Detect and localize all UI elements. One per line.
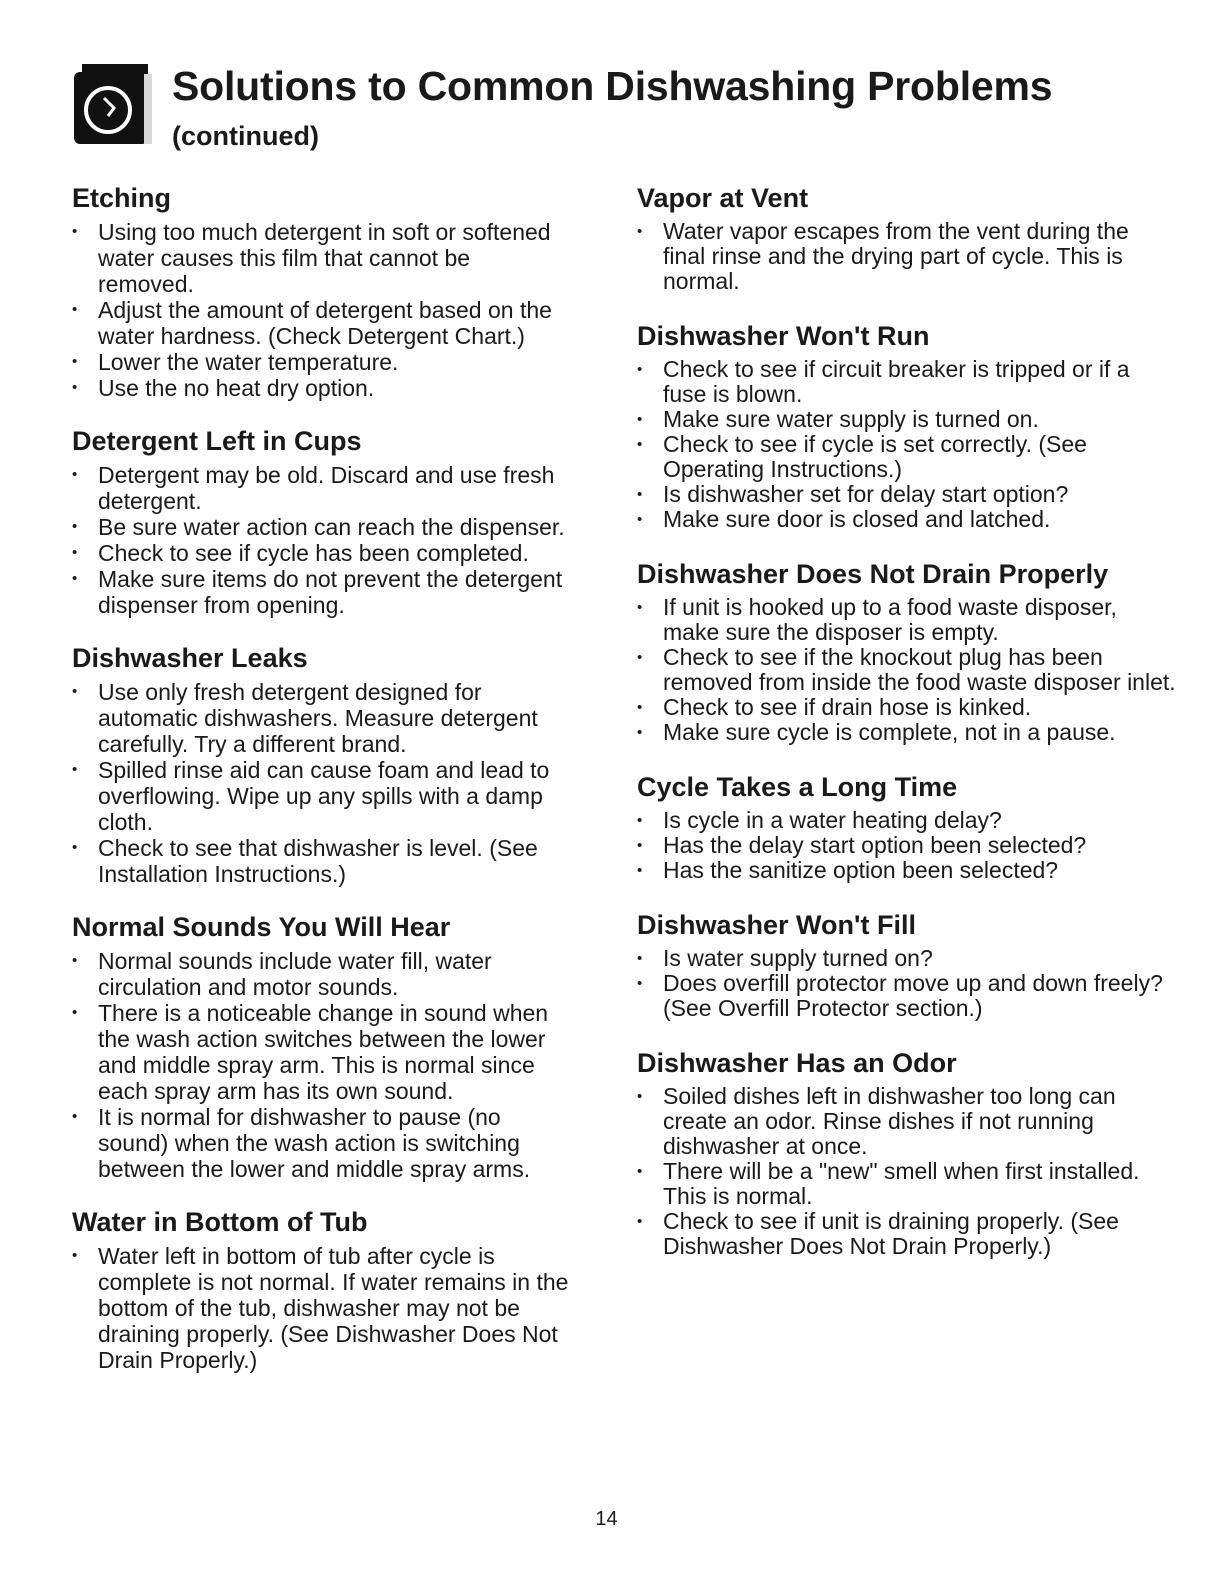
list-item: • Check to see if circuit breaker is tripped or if a fuse is blown. — [637, 357, 1177, 407]
list-item: • Check to see that dishwasher is level. (See Installation Instructions.) — [72, 835, 572, 887]
page-number: 14 — [595, 1508, 618, 1530]
section-heading: Etching — [72, 183, 171, 213]
page-subtitle: (continued) — [172, 121, 319, 151]
left-column — [72, 180, 572, 1395]
section-cycle-takes-long — [637, 769, 1177, 883]
list-item: • Check to see if cycle is set correctly. (See Operating Instructions.) — [637, 432, 1177, 482]
list-item: • Use the no heat dry option. — [72, 375, 572, 401]
right-column — [637, 180, 1177, 1283]
list-item: • Is water supply turned on? — [637, 946, 1177, 971]
list-item: • Is cycle in a water heating delay? — [637, 808, 1177, 833]
section-heading: Dishwasher Won't Fill — [637, 910, 916, 940]
list-item: • There will be a "new" smell when first installed. This is normal. — [637, 1159, 1177, 1209]
page-header — [74, 62, 1174, 162]
section-heading: Dishwasher Does Not Drain Properly — [637, 559, 1109, 589]
section-heading: Dishwasher Has an Odor — [637, 1048, 957, 1078]
list-item: • Make sure cycle is complete, not in a pause. — [637, 720, 1177, 745]
page-title: Solutions to Common Dishwashing Problems — [172, 63, 1053, 109]
section-dishwasher-wont-run — [637, 318, 1177, 532]
section-heading: Cycle Takes a Long Time — [637, 772, 958, 802]
list-item: • Check to see if unit is draining properly. (See Dishwasher Does Not Drain Properly.) — [637, 1209, 1177, 1259]
section-wont-fill — [637, 907, 1177, 1021]
bullet-list — [637, 1084, 1177, 1259]
list-item: • Check to see if the knockout plug has been removed from inside the food waste disposer inlet. — [637, 645, 1177, 695]
list-item: • Make sure water supply is turned on. — [637, 407, 1177, 432]
section-heading: Detergent Left in Cups — [72, 426, 362, 456]
section-etching — [72, 180, 572, 401]
bullet-list — [72, 219, 572, 401]
list-item: • Has the delay start option been selected? — [637, 833, 1177, 858]
list-item: • Lower the water temperature. — [72, 349, 572, 375]
bullet-list — [637, 595, 1177, 745]
section-heading: Water in Bottom of Tub — [72, 1207, 368, 1237]
list-item: • Adjust the amount of detergent based on the water hardness. (Check Detergent Chart.) — [72, 297, 572, 349]
list-item: • Detergent may be old. Discard and use fresh detergent. — [72, 462, 572, 514]
list-item: • Soiled dishes left in dishwasher too long can create an odor. Rinse dishes if not running dishwasher at once. — [637, 1084, 1177, 1159]
section-heading: Vapor at Vent — [637, 183, 809, 213]
bullet-list — [637, 946, 1177, 1021]
list-item: • Has the sanitize option been selected? — [637, 858, 1177, 883]
section-normal-sounds — [72, 909, 572, 1182]
section-heading: Dishwasher Won't Run — [637, 321, 930, 351]
section-heading: Normal Sounds You Will Hear — [72, 912, 451, 942]
list-item: • Check to see if drain hose is kinked. — [637, 695, 1177, 720]
section-dishwasher-leaks — [72, 640, 572, 887]
section-heading: Dishwasher Leaks — [72, 643, 308, 673]
section-does-not-drain — [637, 556, 1177, 745]
section-detergent-left-in-cups — [72, 423, 572, 618]
list-item: • Using too much detergent in soft or softened water causes this film that cannot be removed. — [72, 219, 572, 297]
list-item: • If unit is hooked up to a food waste disposer, make sure the disposer is empty. — [637, 595, 1177, 645]
list-item: • Check to see if cycle has been completed. — [72, 540, 572, 566]
list-item: • Spilled rinse aid can cause foam and lead to overflowing. Wipe up any spills with a damp cloth. — [72, 757, 572, 835]
list-item: • Normal sounds include water fill, water circulation and motor sounds. — [72, 948, 572, 1000]
list-item: • Water vapor escapes from the vent during the final rinse and the drying part of cycle. This is normal. — [637, 219, 1177, 294]
list-item: • Be sure water action can reach the dispenser. — [72, 514, 572, 540]
bullet-list — [637, 219, 1177, 294]
section-has-an-odor — [637, 1045, 1177, 1259]
bullet-list — [72, 679, 572, 887]
dishwasher-logo-icon — [74, 64, 152, 144]
bullet-list — [72, 1243, 572, 1373]
list-item: • There is a noticeable change in sound when the wash action switches between the lower and middle spray arm. This is normal since each spray arm has its own sound. — [72, 1000, 572, 1104]
list-item: • Is dishwasher set for delay start option? — [637, 482, 1177, 507]
list-item: • Use only fresh detergent designed for automatic dishwashers. Measure detergent carefully. Try a different brand. — [72, 679, 572, 757]
list-item: • Water left in bottom of tub after cycle is complete is not normal. If water remains in the bottom of the tub, dishwasher may not be draining properly. (See Dishwasher Does Not Drain Properly.) — [72, 1243, 572, 1373]
list-item: • Make sure door is closed and latched. — [637, 507, 1177, 532]
bullet-list — [637, 808, 1177, 883]
list-item: • Does overfill protector move up and down freely? (See Overfill Protector section.) — [637, 971, 1177, 1021]
list-item: • It is normal for dishwasher to pause (no sound) when the wash action is switching between the lower and middle spray arms. — [72, 1104, 572, 1182]
section-vapor-at-vent — [637, 180, 1177, 294]
bullet-list — [72, 948, 572, 1182]
section-water-in-bottom-of-tub — [72, 1204, 572, 1373]
bullet-list — [72, 462, 572, 618]
bullet-list — [637, 357, 1177, 532]
list-item: • Make sure items do not prevent the detergent dispenser from opening. — [72, 566, 572, 618]
